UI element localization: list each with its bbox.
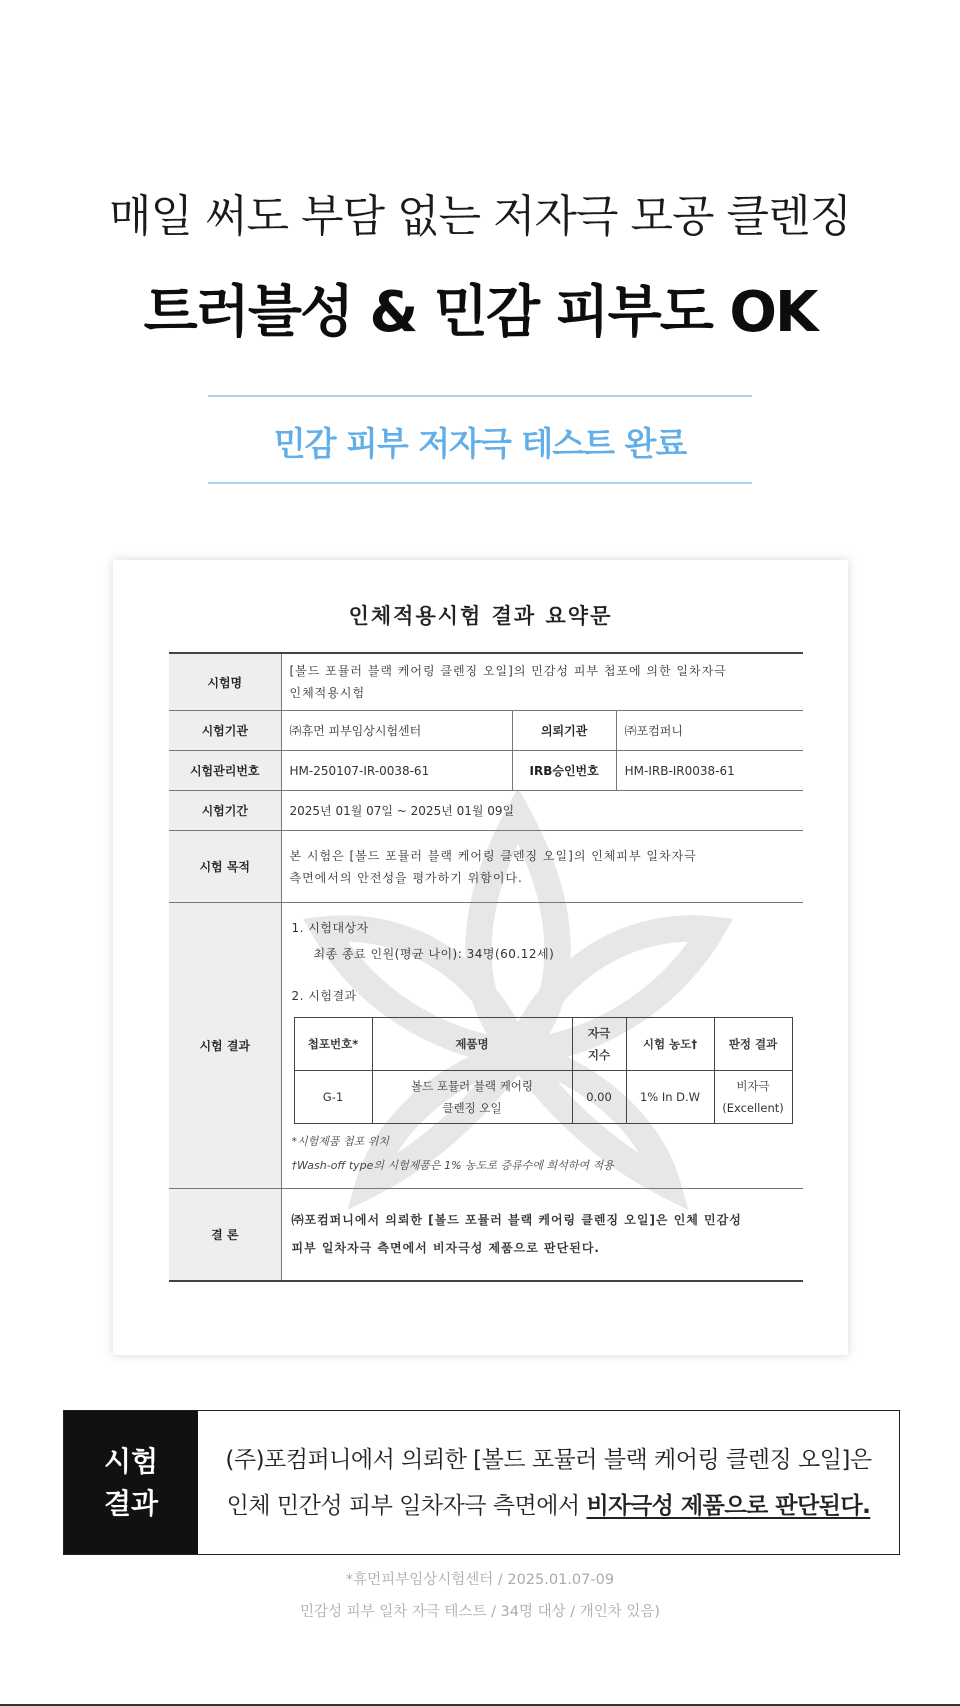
conclusion-value (281, 1189, 803, 1281)
headline-line1: 매일 써도 부담 없는 저자극 모공 클렌징 (109, 191, 851, 242)
purpose-line1: 본 시험은 [볼드 포뮬러 블랙 케어링 클렌징 오일]의 인체피부 일차자극 (289, 848, 697, 863)
result-box-line2-plain: 인체 민간성 피부 일차자극 측면에서 (226, 1492, 587, 1519)
product-line2: 클렌징 오일 (442, 1101, 502, 1115)
table-row (169, 751, 803, 791)
purpose-line2: 측면에서의 안전성을 평가하기 위함이다. (289, 870, 523, 885)
conclusion-line2: 피부 일차자극 측면에서 비자극성 제품으로 판단된다. (291, 1241, 600, 1256)
table-row (294, 1071, 792, 1124)
disclaimer-note: 민감성 피부 일차 자극 테스트 / 34명 대상 / 개인차 있음) (299, 1604, 661, 1620)
result-box-label-line2: 결과 (103, 1486, 159, 1520)
product-line1: 볼드 포뮬러 블랙 케어링 (410, 1079, 534, 1093)
period-value: 2025년 01월 07일 ~ 2025년 01월 09일 (281, 791, 803, 831)
headline-line2: 트러블성 & 민감 피부도 OK (143, 280, 817, 345)
purpose-label: 시험 목적 (169, 831, 281, 903)
judgement-cell (714, 1071, 792, 1124)
subtitle: 민감 피부 저자극 테스트 완료 (273, 424, 687, 463)
subtitle-bottom-rule (208, 482, 752, 484)
result-box-label-line1: 시험 (103, 1444, 159, 1478)
index-header-line1: 자극 (587, 1026, 611, 1040)
result-summary-box (63, 1410, 900, 1555)
institution-value: ㈜휴먼 피부임상시험센터 (281, 711, 512, 751)
result-box-line1: (주)포컴퍼니에서 의뢰한 [볼드 포뮬러 블랙 케어링 클렌징 오일]은 (225, 1446, 872, 1473)
result-box-line2 (227, 1483, 871, 1529)
document-title: 인체적용시험 결과 요약문 (348, 604, 613, 628)
result-summary-table (169, 652, 803, 1282)
footnote-2: †Wash-off type의 시험제품은 1% 농도로 증류수에 희석하여 적용 (291, 1159, 614, 1172)
product-header: 제품명 (372, 1018, 572, 1071)
result-box-text (198, 1411, 899, 1554)
irb-label: IRB승인번호 (512, 751, 616, 791)
table-row (169, 1189, 803, 1281)
judgement-header: 판정 결과 (714, 1018, 792, 1071)
period-label: 시험기간 (169, 791, 281, 831)
result-value (281, 903, 803, 1189)
results-heading: 2. 시험결과 (291, 989, 357, 1003)
test-name-label: 시험명 (169, 653, 281, 711)
client-value: ㈜포컴퍼니 (616, 711, 803, 751)
mgmt-no-value: HM-250107-IR-0038-61 (281, 751, 512, 791)
test-summary-document (113, 560, 848, 1355)
index-header-line2: 지수 (587, 1048, 611, 1062)
table-row (169, 653, 803, 711)
subjects-value: 최종 종료 인원(평균 나이): 34명(60.12세) (313, 947, 555, 961)
result-box-line2-emphasis: 비자극성 제품으로 판단된다. (586, 1492, 871, 1519)
table-row (169, 711, 803, 751)
test-name-line1: [볼드 포뮬러 블랙 케어링 클렌징 오일]의 민감성 피부 첩포에 의한 일차자극 (289, 664, 727, 678)
result-box-label (64, 1411, 198, 1554)
institution-label: 시험기관 (169, 711, 281, 751)
source-note: *휴먼피부임상시험센터 / 2025.01.07-09 (345, 1572, 615, 1588)
conclusion-label: 결 론 (169, 1189, 281, 1281)
table-row (169, 903, 803, 1189)
test-name-value (281, 653, 803, 711)
index-header (572, 1018, 626, 1071)
index-cell: 0.00 (572, 1071, 626, 1124)
subjects-heading: 1. 시험대상자 (291, 921, 369, 935)
product-cell (372, 1071, 572, 1124)
test-name-line2: 인체적용시험 (289, 686, 366, 700)
client-label: 의뢰기관 (512, 711, 616, 751)
table-row (169, 831, 803, 903)
irb-value: HM-IRB-IR0038-61 (616, 751, 803, 791)
purpose-value (281, 831, 803, 903)
patch-no-header: 첩포번호* (294, 1018, 372, 1071)
subtitle-top-rule (208, 395, 752, 397)
concentration-header: 시험 농도† (626, 1018, 714, 1071)
judgement-line2: (Excellent) (722, 1101, 784, 1115)
mgmt-no-label: 시험관리번호 (169, 751, 281, 791)
patch-no-cell: G-1 (294, 1071, 372, 1124)
result-label: 시험 결과 (169, 903, 281, 1189)
footnote-1: *시험제품 첩포 위치 (291, 1135, 390, 1148)
judgement-line1: 비자극 (736, 1079, 770, 1093)
concentration-cell: 1% In D.W (626, 1071, 714, 1124)
patch-result-table (294, 1017, 793, 1124)
table-row (169, 791, 803, 831)
conclusion-line1: ㈜포컴퍼니에서 의뢰한 [볼드 포뮬러 블랙 케어링 클렌징 오일]은 인체 민감성 (291, 1213, 742, 1228)
